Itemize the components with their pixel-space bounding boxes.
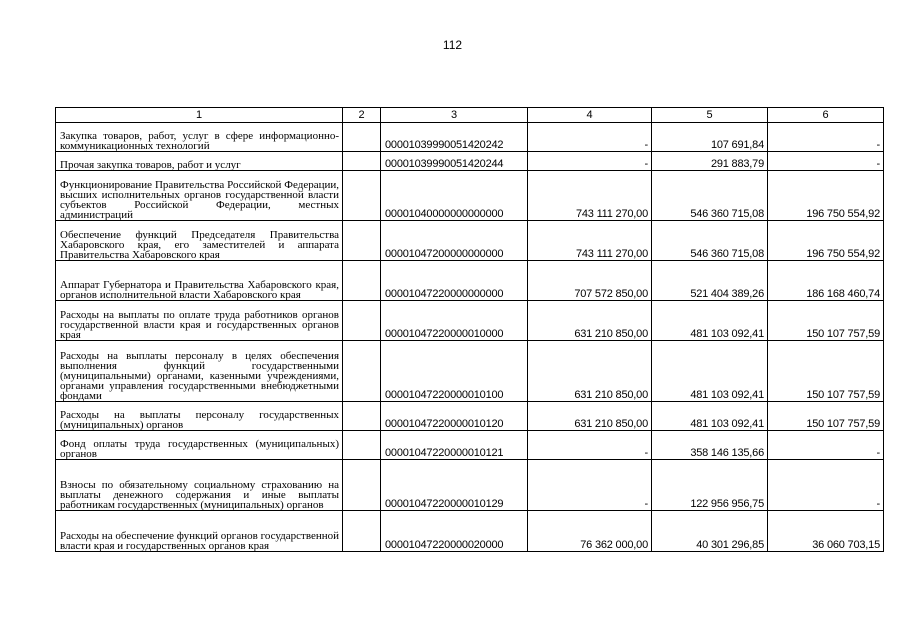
- row-col5-cell: 358 146 135,66: [652, 431, 768, 460]
- table-row: [56, 431, 884, 460]
- row-code-cell: 00001039990051420242: [381, 123, 528, 152]
- row-col5-cell: 481 103 092,41: [652, 341, 768, 402]
- row-col5-cell: 481 103 092,41: [652, 402, 768, 431]
- row-col5-cell: 291 883,79: [652, 152, 768, 171]
- row-col6-cell: -: [768, 431, 884, 460]
- page-number: 112: [442, 38, 463, 52]
- table-header-row: [56, 108, 884, 123]
- column-header-3: 3: [381, 108, 528, 123]
- row-col4-cell: -: [528, 123, 652, 152]
- row-name-cell: Обеспечение функций Председателя Правительства Хабаровского края, его заместителей и аппарата Правительства Хабаровского края: [56, 221, 343, 261]
- table-body: [56, 123, 884, 552]
- row-col2-cell: [343, 123, 381, 152]
- row-name-cell: Аппарат Губернатора и Правительства Хабаровского края, органов исполнительной власти Хабаровского края: [56, 261, 343, 301]
- row-col2-cell: [343, 402, 381, 431]
- row-col4-cell: 707 572 850,00: [528, 261, 652, 301]
- row-col2-cell: [343, 341, 381, 402]
- row-col2-cell: [343, 301, 381, 341]
- column-header-6: 6: [768, 108, 884, 123]
- row-col2-cell: [343, 460, 381, 511]
- table-row: [56, 341, 884, 402]
- row-col5-cell: 122 956 956,75: [652, 460, 768, 511]
- column-header-2: 2: [343, 108, 381, 123]
- row-name-cell: Закупка товаров, работ, услуг в сфере информационно-коммуникационных технологий: [56, 123, 343, 152]
- row-col4-cell: 631 210 850,00: [528, 301, 652, 341]
- row-col4-cell: 631 210 850,00: [528, 341, 652, 402]
- column-header-1: 1: [56, 108, 343, 123]
- row-name-cell: Фонд оплаты труда государственных (муниципальных) органов: [56, 431, 343, 460]
- row-col4-cell: 76 362 000,00: [528, 511, 652, 552]
- row-col5-cell: 481 103 092,41: [652, 301, 768, 341]
- row-name-cell: Функционирование Правительства Российской Федерации, высших исполнительных органов государственной власти субъектов Российской Федерации, местных администраций: [56, 171, 343, 221]
- row-col6-cell: 150 107 757,59: [768, 402, 884, 431]
- table-row: [56, 171, 884, 221]
- row-code-cell: 00001047220000020000: [381, 511, 528, 552]
- row-col4-cell: 631 210 850,00: [528, 402, 652, 431]
- row-col2-cell: [343, 511, 381, 552]
- row-col2-cell: [343, 221, 381, 261]
- column-header-5: 5: [652, 108, 768, 123]
- row-col6-cell: 36 060 703,15: [768, 511, 884, 552]
- row-col2-cell: [343, 171, 381, 221]
- table-row: [56, 301, 884, 341]
- table-row: [56, 511, 884, 552]
- row-col6-cell: 186 168 460,74: [768, 261, 884, 301]
- budget-execution-table: [55, 107, 884, 552]
- row-col4-cell: 743 111 270,00: [528, 171, 652, 221]
- row-col4-cell: -: [528, 460, 652, 511]
- row-code-cell: 00001047220000010100: [381, 341, 528, 402]
- table-row: [56, 460, 884, 511]
- row-name-cell: Расходы на обеспечение функций органов государственной власти края и государственных органов края: [56, 511, 343, 552]
- row-col6-cell: 150 107 757,59: [768, 301, 884, 341]
- row-col5-cell: 107 691,84: [652, 123, 768, 152]
- table-row: [56, 221, 884, 261]
- column-header-4: 4: [528, 108, 652, 123]
- table-row: [56, 123, 884, 152]
- row-col5-cell: 546 360 715,08: [652, 221, 768, 261]
- row-code-cell: 00001047200000000000: [381, 221, 528, 261]
- row-col4-cell: -: [528, 152, 652, 171]
- row-col4-cell: 743 111 270,00: [528, 221, 652, 261]
- row-code-cell: 00001047220000010000: [381, 301, 528, 341]
- row-col6-cell: -: [768, 460, 884, 511]
- row-col6-cell: 196 750 554,92: [768, 221, 884, 261]
- row-code-cell: 00001039990051420244: [381, 152, 528, 171]
- table-row: [56, 152, 884, 171]
- table-row: [56, 261, 884, 301]
- row-code-cell: 00001047220000010129: [381, 460, 528, 511]
- row-col6-cell: -: [768, 123, 884, 152]
- row-col4-cell: -: [528, 431, 652, 460]
- row-name-cell: Расходы на выплаты персоналу государственных (муниципальных) органов: [56, 402, 343, 431]
- row-col2-cell: [343, 431, 381, 460]
- row-col5-cell: 40 301 296,85: [652, 511, 768, 552]
- row-code-cell: 00001047220000010120: [381, 402, 528, 431]
- row-col6-cell: -: [768, 152, 884, 171]
- row-name-cell: Расходы на выплаты персоналу в целях обеспечения выполнения функций государственными (муниципальными) органами, казенными учреждениями, органами управления государственными внебюджетными фондами: [56, 341, 343, 402]
- row-col6-cell: 150 107 757,59: [768, 341, 884, 402]
- row-col5-cell: 546 360 715,08: [652, 171, 768, 221]
- row-name-cell: Прочая закупка товаров, работ и услуг: [56, 152, 343, 171]
- row-col2-cell: [343, 152, 381, 171]
- row-name-cell: Взносы по обязательному социальному страхованию на выплаты денежного содержания и иные выплаты работникам государственных (муниципальных) органов: [56, 460, 343, 511]
- row-code-cell: 00001047220000010121: [381, 431, 528, 460]
- row-col2-cell: [343, 261, 381, 301]
- row-code-cell: 00001047220000000000: [381, 261, 528, 301]
- table-row: [56, 402, 884, 431]
- row-col5-cell: 521 404 389,26: [652, 261, 768, 301]
- row-name-cell: Расходы на выплаты по оплате труда работников органов государственной власти края и государственных органов края: [56, 301, 343, 341]
- row-col6-cell: 196 750 554,92: [768, 171, 884, 221]
- row-code-cell: 00001040000000000000: [381, 171, 528, 221]
